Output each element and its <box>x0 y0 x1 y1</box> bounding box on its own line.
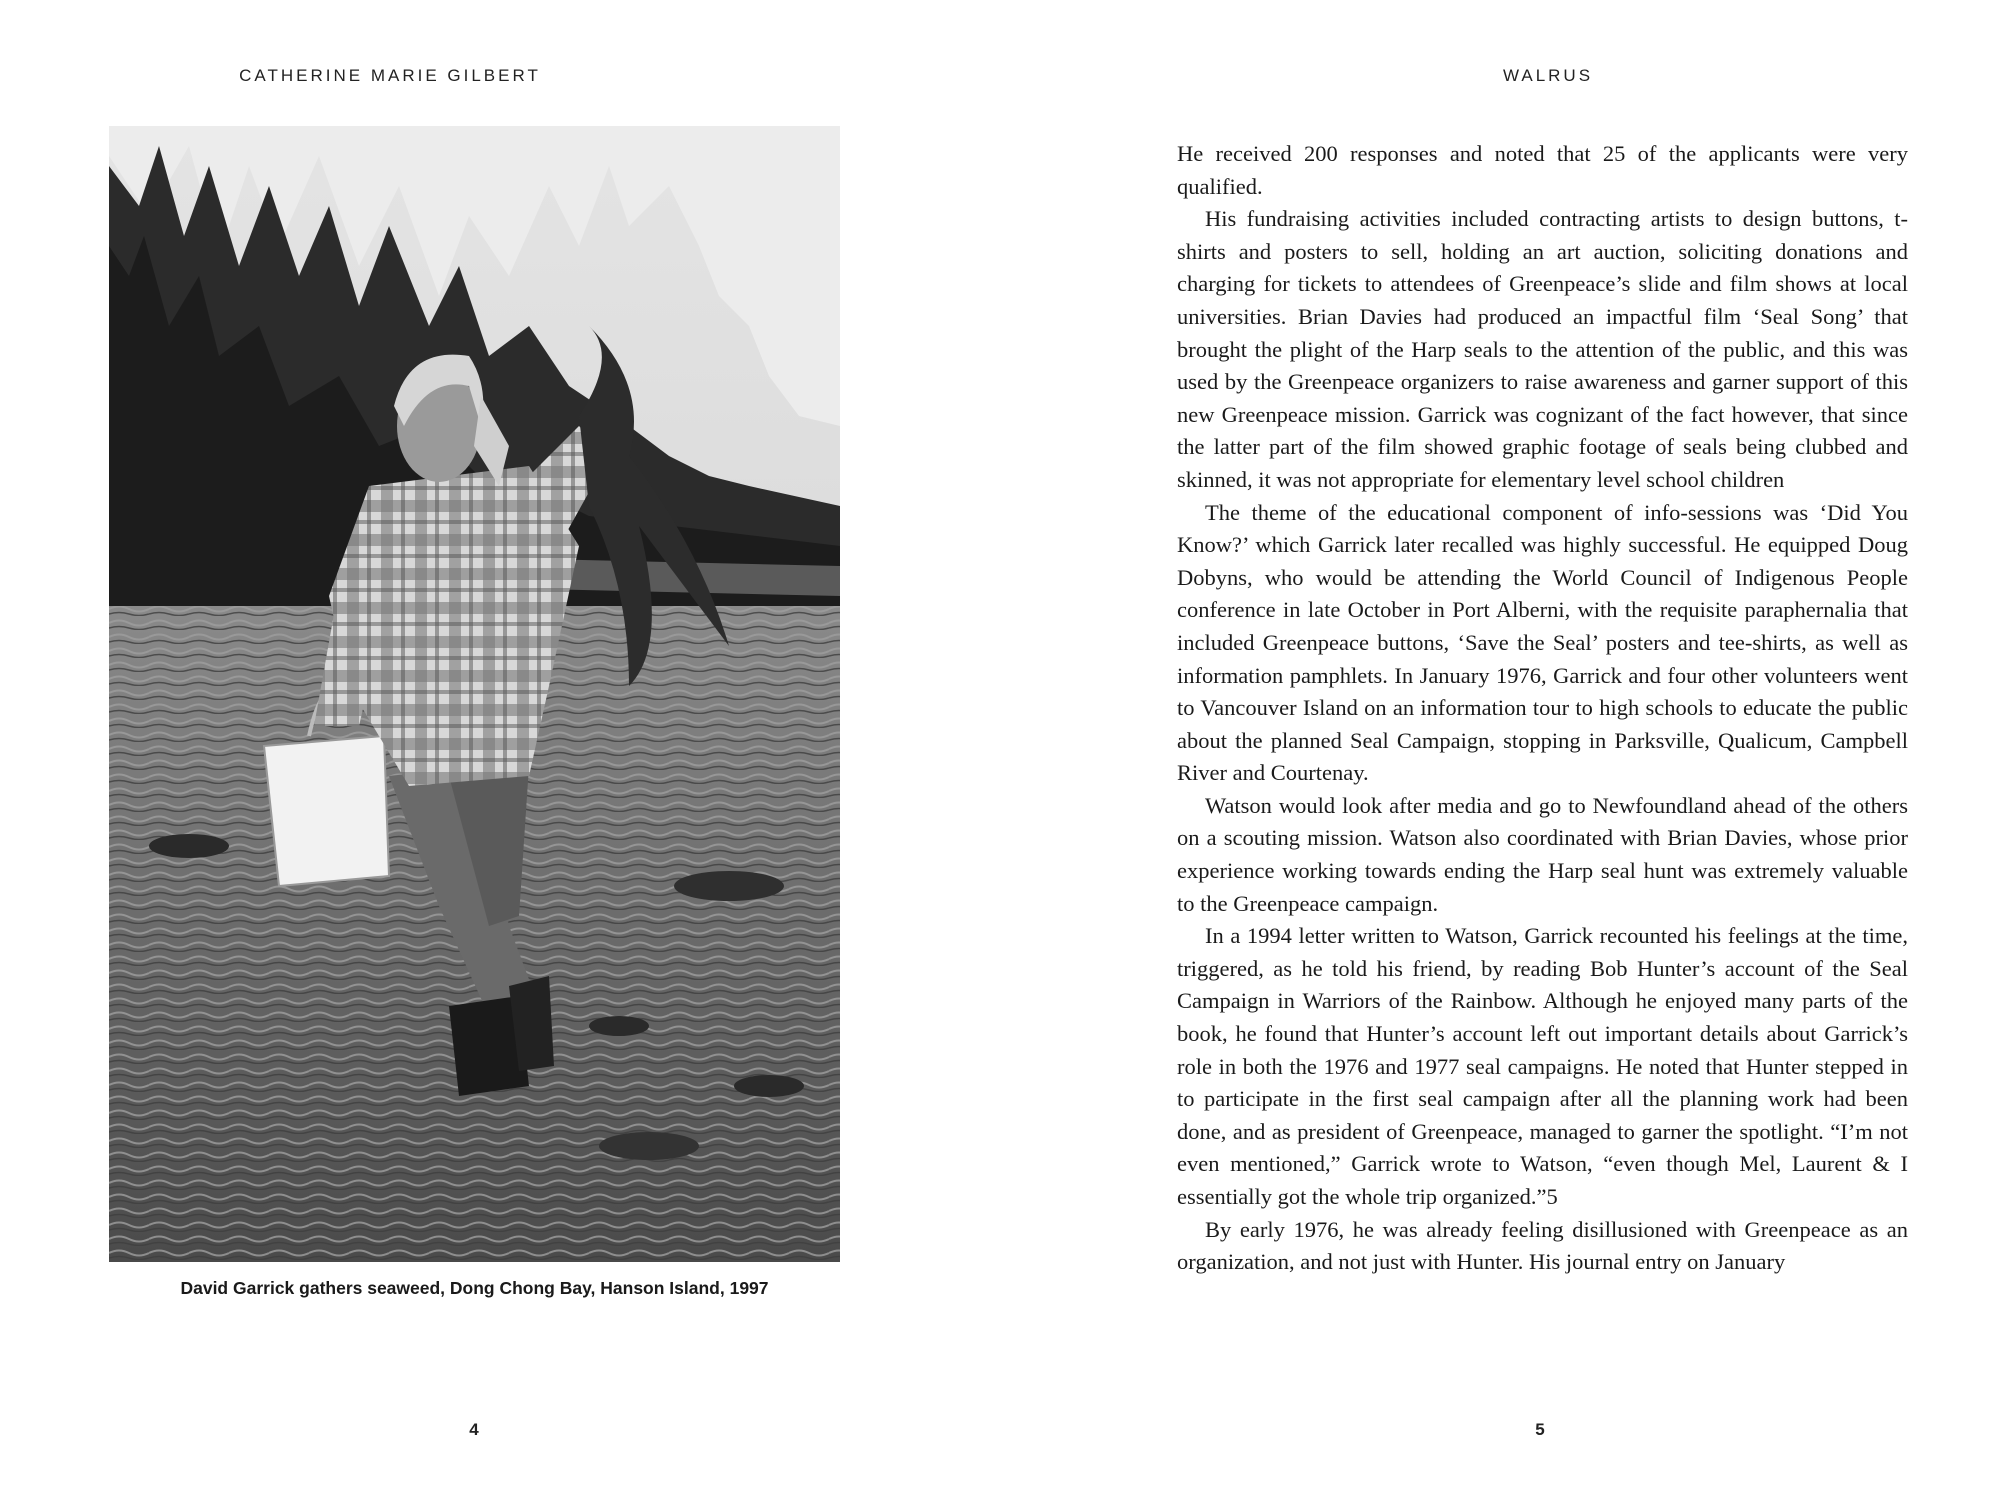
right-page <box>1000 0 2000 1500</box>
paragraph: In a 1994 letter written to Watson, Garrick recounted his feelings at the time, triggered, as he told his friend, by reading Bob Hunter’s account of the Seal Campaign in Warriors of the Rainbow. Although he enjoyed many parts of the book, he found that Hunter’s account left out important details about Garrick’s role in both the 1976 and 1977 seal campaigns. He noted that Hunter stepped in to participate in the first seal campaign after all the planning work had been done, and as president of Greenpeace, managed to garner the spotlight. “I’m not even mentioned,” Garrick wrote to Watson, “even though Mel, Laurent & I essentially got the whole trip organized.”5 <box>1177 923 1908 1209</box>
page-number: 4 <box>469 1420 479 1439</box>
paragraph: Watson would look after media and go to Newfoundland ahead of the others on a scouting mission. Watson also coordinated with Brian Davies, whose prior experience working towards ending the Harp seal hunt was extremely valuable to the Greenpeace campaign. <box>1177 792 1908 916</box>
page-number: 5 <box>1535 1420 1545 1439</box>
body-text <box>1177 138 1908 1279</box>
paragraph: He received 200 responses and noted that 25 of the applicants were very qualified. <box>1177 141 1908 199</box>
running-head-author: CATHERINE MARIE GILBERT <box>239 66 541 85</box>
paragraph: His fundraising activities included contracting artists to design buttons, t-shirts and posters to sell, holding an art auction, soliciting donations and charging for tickets to attendees of Greenpeace’s slide and film shows at local universities. Brian Davies had produced an impactful film ‘Seal Song’ that brought the plight of the Harp seals to the attention of the public, and this was used by the Greenpeace organizers to raise awareness and garner support of this new Greenpeace mission. Garrick was cognizant of the fact however, that since the latter part of the film showed graphic footage of seals being clubbed and skinned, it was not appropriate for elementary level school children <box>1177 206 1908 492</box>
paragraph: By early 1976, he was already feeling disillusioned with Greenpeace as an organization, and not just with Hunter. His journal entry on January <box>1177 1216 1908 1275</box>
photograph-man-gathering-seaweed-icon <box>109 126 840 1262</box>
photo-caption: David Garrick gathers seaweed, Dong Chong Bay, Hanson Island, 1997 <box>180 1278 769 1298</box>
photograph <box>109 126 840 1262</box>
running-head-title: WALRUS <box>1502 66 1594 85</box>
paragraph: The theme of the educational component of info-sessions was ‘Did You Know?’ which Garrick later recalled was highly successful. He equipped Doug Dobyns, who would be attending the World Council of Indigenous People conference in late October in Port Alberni, with the requisite paraphernalia that included Greenpeace buttons, ‘Save the Seal’ posters and tee-shirts, as well as information pamphlets. In January 1976, Garrick and four other volunteers went to Vancouver Island on an information tour to high schools to educate the public about the planned Seal Campaign, stopping in Parksville, Qualicum, Campbell River and Courtenay. <box>1177 499 1908 786</box>
